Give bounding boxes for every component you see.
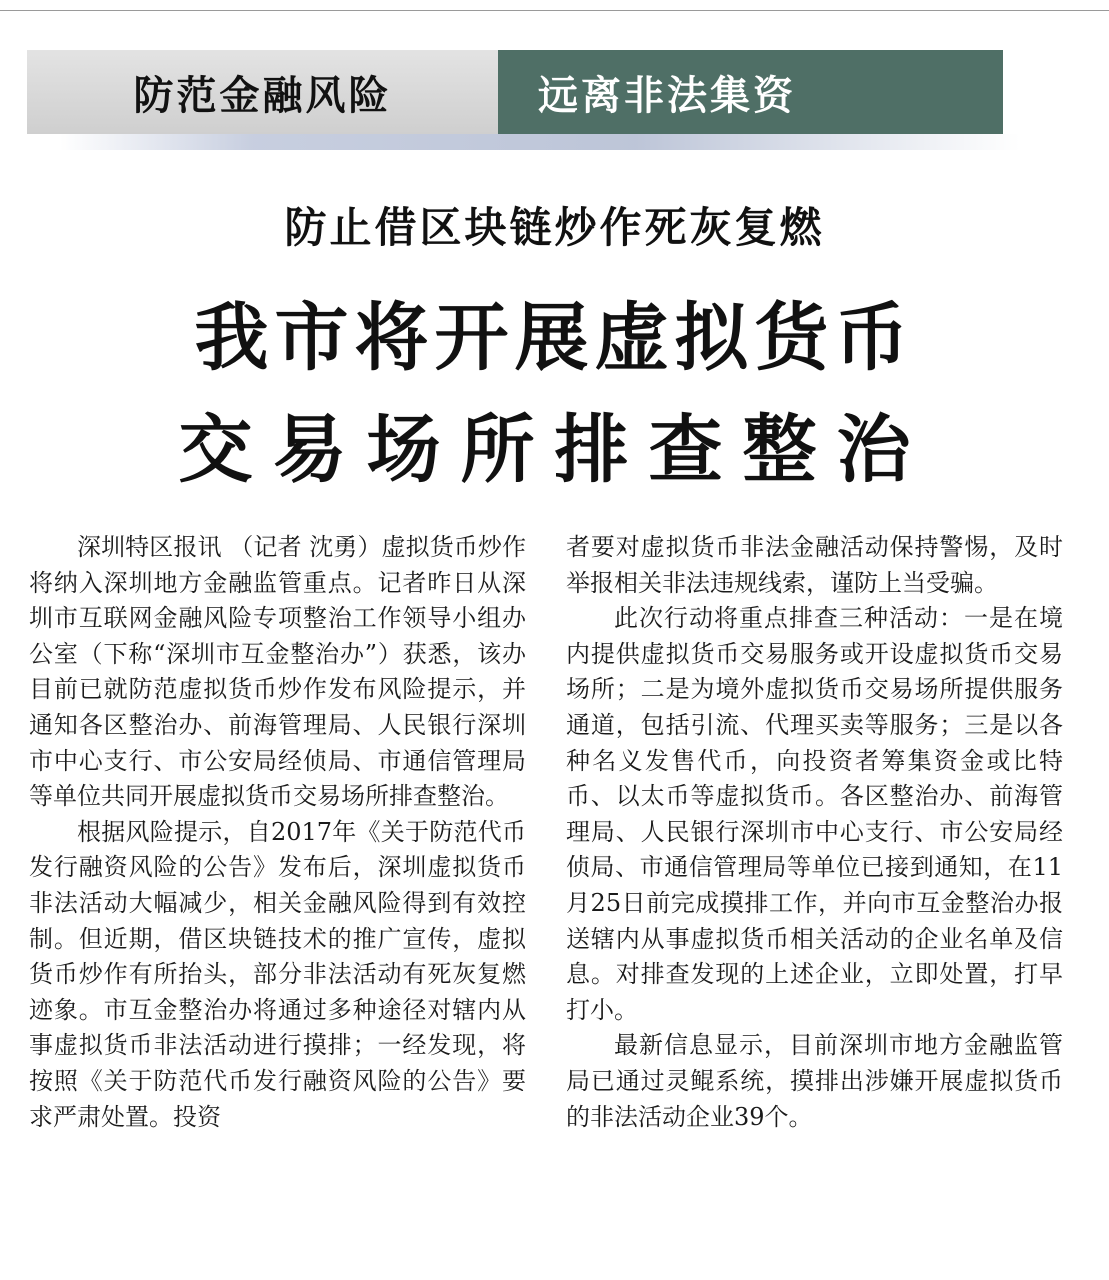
article-paragraph: 根据风险提示，自2017年《关于防范代币发行融资风险的公告》发布后，深圳虚拟货币非法活动大幅减少，相关金融风险得到有效控制。但近期，借区块链技术的推广宣传，虚拟货币炒作有所抬头，部分非法活动有死灰复燃迹象。市互金整治办将通过多种途径对辖内从事虚拟货币非法活动进行摸排；一经发现，将按照《关于防范代币发行融资风险的公告》要求严肃处置。投资 (29, 817, 526, 1131)
banner-shadow (60, 134, 1020, 150)
top-rule (0, 10, 1109, 11)
main-headline-line-1: 我市将开展虚拟货币 (194, 295, 915, 381)
article-paragraph: 深圳特区报讯 （记者 沈勇）虚拟货币炒作将纳入深圳地方金融监管重点。记者昨日从深圳市互联网金融风险专项整治工作领导小组办公室（下称“深圳市互金整治办”）获悉，该办目前已就防范虚拟货币炒作发布风险提示，并通知各区整治办、前海管理局、人民银行深圳市中心支行、市公安局经侦局、市通信管理局等单位共同开展虚拟货币交易场所排查整治。 (29, 533, 526, 811)
subheadline: 防止借区块链炒作死灰复燃 (284, 203, 825, 252)
article-left-column (29, 530, 526, 1135)
article-paragraph: 此次行动将重点排查三种活动：一是在境内提供虚拟货币交易服务或开设虚拟货币交易场所；二是为境外虚拟货币交易场所提供服务通道，包括引流、代理买卖等服务；三是以各种名义发售代币，向投资者筹集资金或比特币、以太币等虚拟货币。各区整治办、前海管理局、人民银行深圳市中心支行、市公安局经侦局、市通信管理局等单位已接到通知，在11月25日前完成摸排工作，并向市互金整治办报送辖内从事虚拟货币相关活动的企业名单及信息。对排查发现的上述企业，立即处置，打早打小。 (566, 604, 1063, 1024)
section-banner (27, 50, 1003, 134)
article-paragraph-continuation: 者要对虚拟货币非法金融活动保持警惕，及时举报相关非法违规线索，谨防上当受骗。 (566, 533, 1063, 597)
article-paragraph: 最新信息显示，目前深圳市地方金融监管局已通过灵鲲系统，摸排出涉嫌开展虚拟货币的非法活动企业39个。 (566, 1031, 1063, 1131)
banner-left-title: 防范金融风险 (27, 50, 498, 134)
main-headline-line-2: 交易场所排查整治 (178, 407, 931, 493)
article-right-column (566, 530, 1063, 1135)
banner-right-title: 远离非法集资 (498, 50, 1003, 134)
